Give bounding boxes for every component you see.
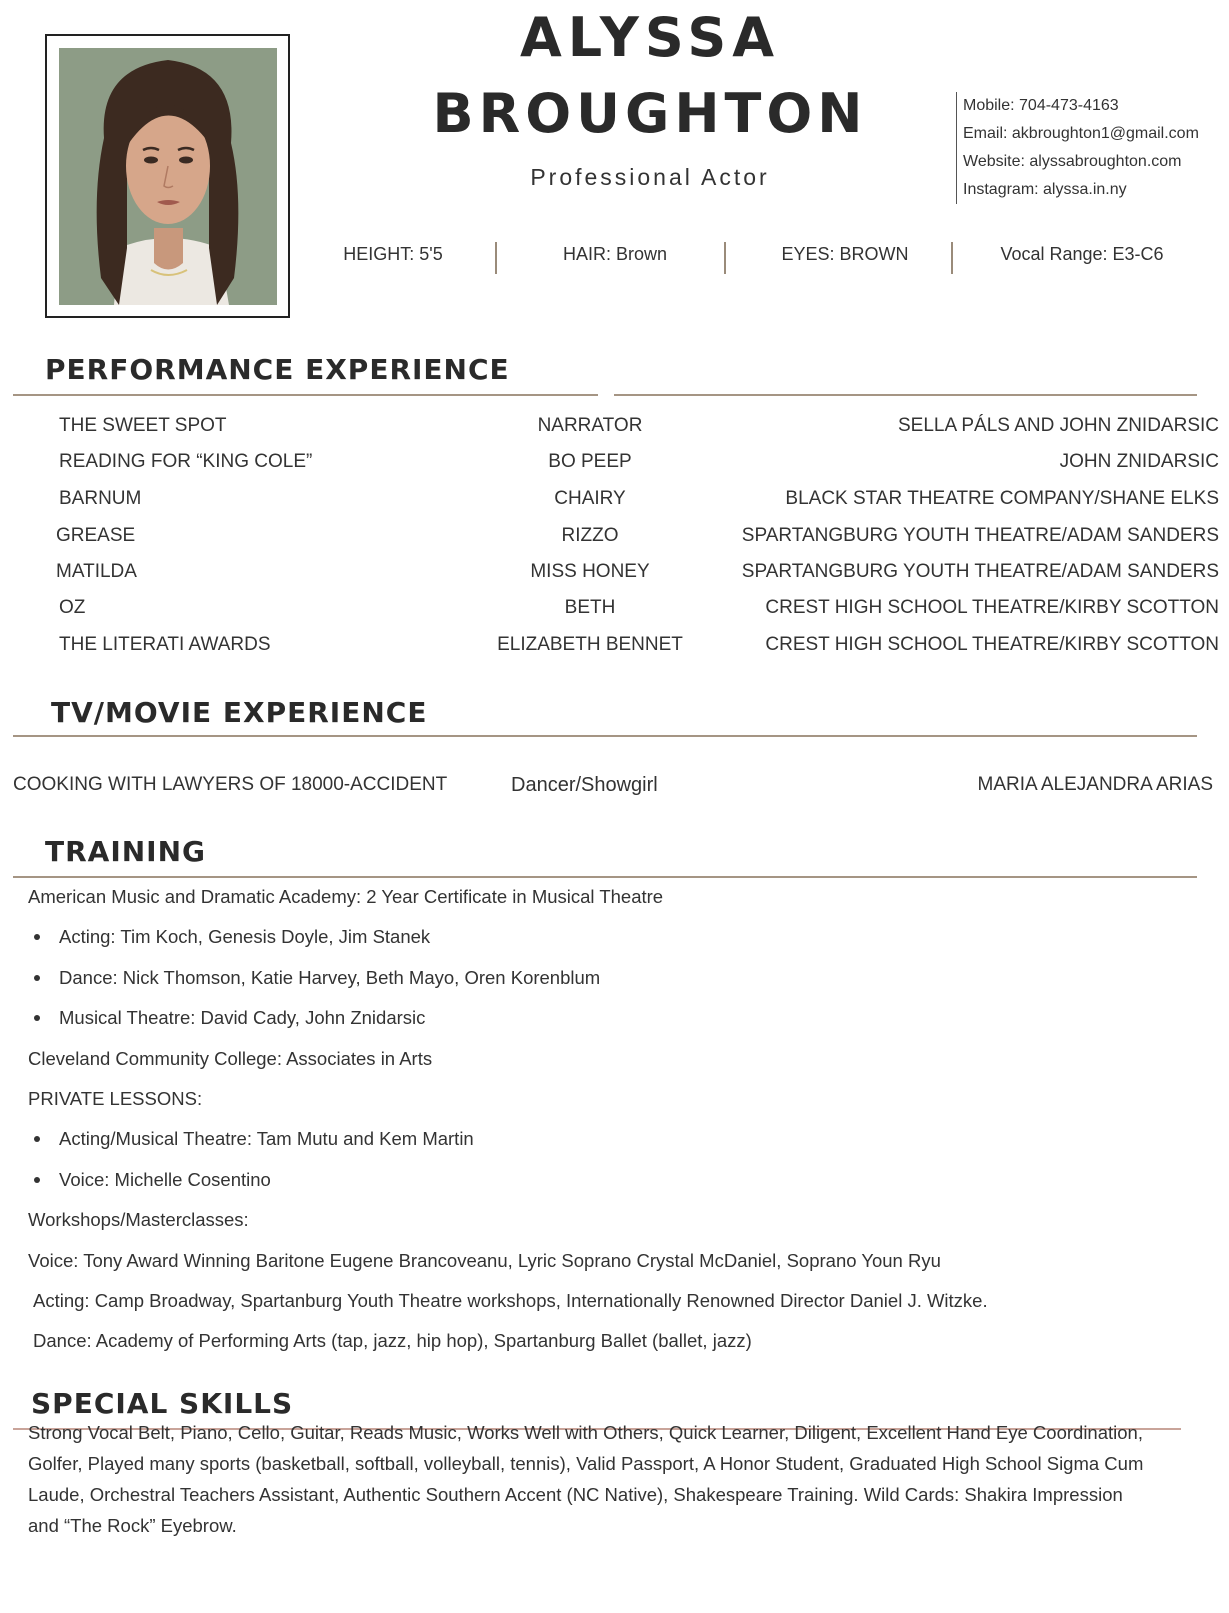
credit: CREST HIGH SCHOOL THEATRE/KIRBY SCOTTON: [765, 634, 1219, 655]
role: BETH: [564, 597, 616, 618]
section-rule: [13, 394, 598, 396]
role: MISS HONEY: [530, 561, 650, 582]
contact-instagram: Instagram: alyssa.in.ny: [963, 181, 1127, 198]
stat-height: HEIGHT: 5'5: [343, 244, 443, 264]
show-title: READING FOR “KING COLE”: [59, 451, 313, 472]
section-rule: [13, 876, 1197, 878]
credit: SPARTANGBURG YOUTH THEATRE/ADAM SANDERS: [741, 525, 1219, 546]
training-line: PRIVATE LESSONS:: [28, 1088, 203, 1109]
training-line: Acting/Musical Theatre: Tam Mutu and Kem Martin: [59, 1128, 474, 1149]
show-title: MATILDA: [56, 561, 137, 582]
training-line: Dance: Nick Thomson, Katie Harvey, Beth Mayo, Oren Korenblum: [59, 967, 601, 988]
training-line: Voice: Michelle Cosentino: [59, 1169, 271, 1190]
performance-row: [0, 634, 1229, 670]
credit: SELLA PÁLS AND JOHN ZNIDARSIC: [898, 415, 1219, 436]
performance-row: [0, 561, 1229, 597]
training-line: Musical Theatre: David Cady, John Znidarsic: [59, 1007, 426, 1028]
section-title-tv-movie: TV/MOVIE EXPERIENCE: [51, 696, 428, 729]
bullet-icon: [34, 1136, 40, 1142]
performance-row: [0, 525, 1229, 561]
tv-director: MARIA ALEJANDRA ARIAS: [977, 774, 1213, 795]
training-line: Dance: Academy of Performing Arts (tap, jazz, hip hop), Spartanburg Ballet (ballet, jazz): [33, 1330, 752, 1351]
headshot-image: [59, 48, 277, 305]
training-line: Cleveland Community College: Associates in Arts: [28, 1048, 433, 1069]
stat-hair: HAIR: Brown: [562, 244, 668, 264]
performance-row: [0, 451, 1229, 487]
special-skills-text: Strong Vocal Belt, Piano, Cello, Guitar, Reads Music, Works Well with Others, Quick Learner, Diligent, Excellent Hand Eye Coordination, Golfer, Played many sports (basketball, softball, volleyball, tennis), Valid Passport, A Honor Student, Graduated High School Sigma Cum Laude, Orchestral Teachers Assistant, Authentic Southern Accent (NC Native), Shakespeare Training. Wild Cards: Shakira Impression and “The Rock” Eyebrow.: [28, 1422, 1144, 1536]
training-line: Acting: Tim Koch, Genesis Doyle, Jim Stanek: [59, 926, 431, 947]
contact-mobile: Mobile: 704-473-4163: [963, 97, 1119, 114]
stat-divider: [951, 242, 953, 274]
credit: BLACK STAR THEATRE COMPANY/SHANE ELKS: [785, 488, 1219, 509]
tv-role: Dancer/Showgirl: [511, 774, 658, 796]
role: ELIZABETH BENNET: [497, 634, 683, 655]
contact-email: Email: akbroughton1@gmail.com: [963, 125, 1199, 142]
credit: SPARTANGBURG YOUTH THEATRE/ADAM SANDERS: [741, 561, 1219, 582]
headshot-frame: [45, 34, 290, 318]
role: NARRATOR: [537, 415, 643, 436]
role: RIZZO: [561, 525, 619, 546]
section-rule: [614, 394, 1197, 396]
contact-website: Website: alyssabroughton.com: [963, 153, 1182, 170]
job-title: Professional Actor: [530, 164, 770, 190]
performance-row: [0, 597, 1229, 633]
training-line: American Music and Dramatic Academy: 2 Year Certificate in Musical Theatre: [28, 886, 664, 907]
section-title-performance: PERFORMANCE EXPERIENCE: [45, 353, 510, 386]
role: CHAIRY: [554, 488, 626, 509]
bullet-icon: [34, 1177, 40, 1183]
bullet-icon: [34, 934, 40, 940]
headshot-photo: [59, 48, 277, 305]
stat-divider: [724, 242, 726, 274]
tv-project: COOKING WITH LAWYERS OF 18000-ACCIDENT: [13, 774, 448, 795]
section-title-special-skills: SPECIAL SKILLS: [31, 1387, 294, 1420]
performance-row: [0, 488, 1229, 524]
stat-eyes: EYES: BROWN: [781, 244, 909, 264]
contact-block: [956, 92, 1229, 204]
show-title: OZ: [59, 597, 86, 618]
bullet-icon: [34, 1015, 40, 1021]
stat-vocal-range: Vocal Range: E3-C6: [1000, 244, 1164, 264]
bullet-icon: [34, 975, 40, 981]
stat-divider: [495, 242, 497, 274]
name-last: BROUGHTON: [432, 82, 868, 145]
training-line: Workshops/Masterclasses:: [28, 1209, 249, 1230]
show-title: BARNUM: [59, 488, 142, 509]
credit: JOHN ZNIDARSIC: [1059, 451, 1219, 472]
performance-row: [0, 415, 1229, 451]
show-title: THE SWEET SPOT: [59, 415, 227, 436]
show-title: THE LITERATI AWARDS: [59, 634, 271, 655]
section-title-training: TRAINING: [45, 835, 207, 868]
training-line: Acting: Camp Broadway, Spartanburg Youth Theatre workshops, Internationally Renowned Director Daniel J. Witzke.: [33, 1290, 988, 1311]
credit: CREST HIGH SCHOOL THEATRE/KIRBY SCOTTON: [765, 597, 1219, 618]
training-line: Voice: Tony Award Winning Baritone Eugene Brancoveanu, Lyric Soprano Crystal McDaniel, Soprano Youn Ryu: [28, 1250, 941, 1271]
section-rule: [13, 735, 1197, 737]
show-title: GREASE: [56, 525, 136, 546]
name-first: ALYSSA: [519, 6, 781, 69]
role: BO PEEP: [548, 451, 632, 472]
